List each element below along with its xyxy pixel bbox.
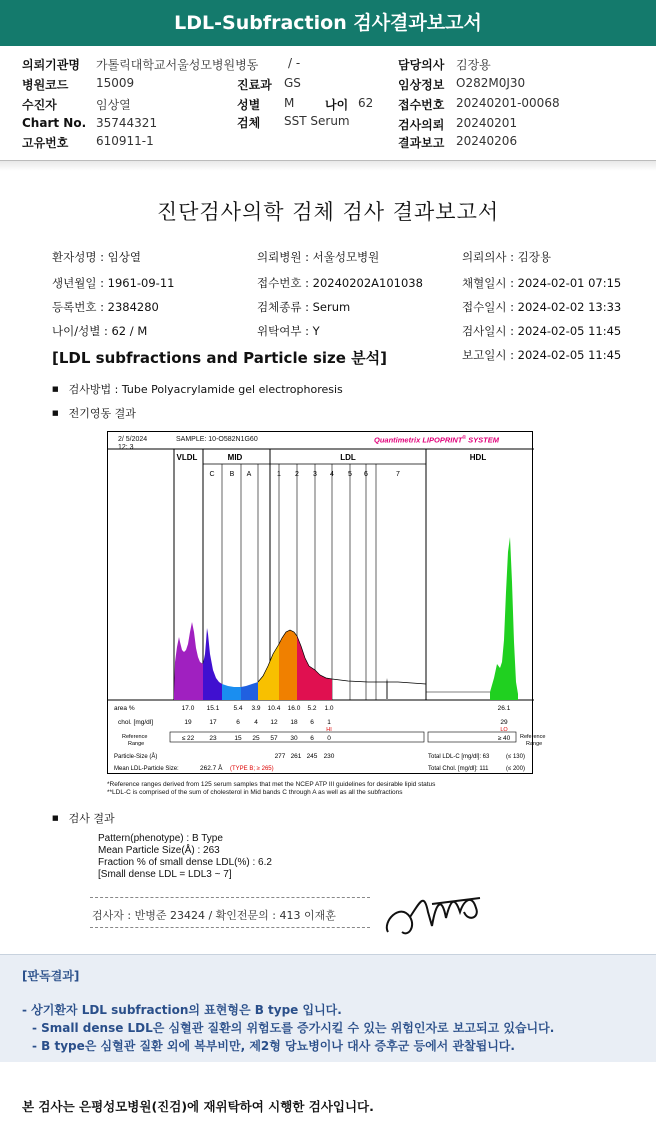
ldl-band-label: 3 <box>313 471 317 478</box>
institution-label: 의뢰기관명 <box>22 58 80 72</box>
report-title: LDL-Subfraction 검사결과보고서 <box>0 0 656 46</box>
report-date-value: 20240206 <box>456 134 518 148</box>
ref-value: 30 <box>290 735 298 742</box>
psize-value: 277 <box>274 753 286 760</box>
chart-notes <box>107 781 435 797</box>
result-pattern: Pattern(phenotype) : B Type <box>98 833 223 844</box>
ref-value: 23 <box>209 735 217 742</box>
judgement-title: [판독결과] <box>22 969 80 983</box>
chol-row-label: chol. [mg/dl] <box>118 719 154 726</box>
divider-shadow <box>0 161 656 171</box>
dept-label: 진료과 <box>237 78 272 92</box>
judgement-line-3: - B type은 심혈관 질환 외에 복부비만, 제2형 당뇨병이나 대사 증후군 등에서 관찰됩니다. <box>32 1039 515 1053</box>
area-value: 16.0 <box>287 705 301 712</box>
code-value: 15009 <box>96 76 135 90</box>
hi-flag: HI <box>326 727 332 733</box>
doctor-label: 담당의사 <box>398 58 445 72</box>
collection-time: 채혈일시 : 2024-02-01 07:15 <box>462 276 622 290</box>
clinical-label: 임상정보 <box>398 78 445 92</box>
lo-flag: LO <box>500 727 508 733</box>
ref-value: 57 <box>270 735 278 742</box>
area-value: 17.0 <box>181 705 195 712</box>
report-time: 보고일시 : 2024-02-05 11:45 <box>462 348 622 362</box>
chol-value: 17 <box>209 719 217 726</box>
chart-no-label: Chart No. <box>22 116 87 130</box>
code-label: 병원코드 <box>22 78 69 92</box>
judgement-panel <box>0 954 656 1062</box>
electrophoresis-chart <box>107 431 546 774</box>
section-title: [LDL subfractions and Particle size 분석] <box>52 349 388 367</box>
psize-value: 230 <box>323 753 335 760</box>
ldl-band-label: 7 <box>396 471 400 478</box>
mean-value: 262.7 Å <box>200 765 223 772</box>
ldl-band-label: 1 <box>277 471 281 478</box>
ldl-band-label: 6 <box>364 471 368 478</box>
band-label-ldl: LDL <box>340 453 356 462</box>
area-value: 10.4 <box>267 705 281 712</box>
result-mean-size: Mean Particle Size(Å) : 263 <box>98 845 220 856</box>
doctor-value: 김장용 <box>456 58 491 72</box>
peak-ldl-7 <box>386 678 388 700</box>
birth-date: 생년월일 : 1961-09-11 <box>52 276 175 290</box>
note-2: **LDL-C is comprised of the sum of cholesterol in Mid bands C through A as well as all the subfractions <box>107 789 403 796</box>
request-label: 검사의뢰 <box>398 118 445 132</box>
chart-date: 2/ 5/2024 <box>118 436 148 443</box>
chart-time: 12: 3 <box>118 444 134 451</box>
brand-tail: SYSTEM <box>466 435 499 445</box>
ref-value: ≤ 22 <box>181 735 195 742</box>
ldl-band-label: 2 <box>295 471 299 478</box>
peak-ldl-1 <box>258 644 279 700</box>
total-chol: Total Chol. [mg/dl]: 111 <box>428 766 489 772</box>
area-value: 15.1 <box>206 705 220 712</box>
chol-value: 6 <box>310 719 314 726</box>
consignment: 위탁여부 : Y <box>257 324 320 338</box>
electrophoresis-title: ■ 전기영동 결과 <box>52 405 136 421</box>
receipt-number: 접수번호 : 20240202A101038 <box>257 276 423 290</box>
patient-name: 환자성명 : 임상열 <box>52 250 141 264</box>
footer-note: 본 검사는 은평성모병원(진검)에 재위탁하여 시행한 검사입니다. <box>22 1099 374 1114</box>
unique-id-label: 고유번호 <box>22 136 69 150</box>
report-date-label: 결과보고 <box>398 136 445 150</box>
age-sex: 나이/성별 : 62 / M <box>52 324 148 338</box>
area-value: 5.4 <box>233 705 243 712</box>
header-info <box>0 50 656 158</box>
area-row-label: area % <box>114 705 135 712</box>
peak-mid-b <box>222 684 241 700</box>
test-time: 검사일시 : 2024-02-05 11:45 <box>462 324 622 338</box>
result-block <box>98 833 272 881</box>
note-1: *Reference ranges derived from 125 serum samples that met the NCEP ATP III guidelines for desirable lipid status <box>107 781 436 788</box>
mid-band-label: C <box>209 471 215 478</box>
chol-value: 19 <box>184 719 192 726</box>
total-chol-ref: (≤ 200) <box>506 766 525 772</box>
age-label: 나이 <box>325 98 349 112</box>
clinical-value: O282M0J30 <box>456 76 526 90</box>
chart-svg <box>108 432 546 775</box>
specimen-label: 검체 <box>237 116 261 130</box>
band-label-mid: MID <box>227 453 243 462</box>
total-ldl: Total LDL-C [mg/dl]: 63 <box>428 754 490 760</box>
chart-sample: SAMPLE: 10-O582N1G60 <box>176 436 258 443</box>
brand-name: Quantimetrix LIPOPRINT <box>374 435 463 445</box>
total-ldl-ref: (≤ 130) <box>506 754 525 760</box>
ref-row-label-1: Reference <box>122 734 148 740</box>
peak-mid-c <box>203 628 222 700</box>
area-value: 3.9 <box>251 705 261 712</box>
ref-row-label-2: Range <box>128 741 145 747</box>
specimen-value: SST Serum <box>284 114 350 128</box>
referring-hospital: 의뢰병원 : 서울성모병원 <box>257 250 380 264</box>
chart-no-value: 35744321 <box>96 116 158 130</box>
chol-value: 12 <box>270 719 278 726</box>
specimen-type: 검체종류 : Serum <box>257 300 351 314</box>
lab-report-title: 진단검사의학 검체 검사 결과보고서 <box>156 200 500 224</box>
mid-band-label: A <box>246 471 252 478</box>
sex-label: 성별 <box>237 98 261 112</box>
patient-label: 수진자 <box>22 98 57 112</box>
mean-type: (TYPE B; ≥ 265) <box>230 766 274 772</box>
divider-dashed-top <box>90 897 370 898</box>
chol-value: 4 <box>254 719 258 726</box>
receipt-time: 접수일시 : 2024-02-02 13:33 <box>462 300 622 314</box>
mid-band-label: B <box>229 471 235 478</box>
test-method: ■ 검사방법 : Tube Polyacrylamide gel electrophoresis <box>52 381 343 397</box>
psize-value: 245 <box>306 753 318 760</box>
sex-value: M <box>284 96 295 110</box>
chol-value: 1 <box>327 719 331 726</box>
chol-value: 29 <box>500 719 508 726</box>
ldl-band-label: 4 <box>330 471 334 478</box>
patient-value: 임상열 <box>96 98 131 112</box>
receipt-label: 접수번호 <box>398 98 445 112</box>
ldl-band-label: 5 <box>348 471 352 478</box>
peak-vldl <box>174 622 203 700</box>
area-value: 5.2 <box>307 705 317 712</box>
age-value: 62 <box>358 96 374 110</box>
divider-dashed-bottom <box>90 927 370 928</box>
chol-value: 6 <box>236 719 240 726</box>
dept-value: GS <box>284 76 301 90</box>
peak-ldl-2 <box>279 630 297 700</box>
result-fraction: Fraction % of small dense LDL(%) : 6.2 <box>98 857 272 868</box>
psize-value: 261 <box>290 753 302 760</box>
ref-right-label-2: Range <box>526 741 543 747</box>
judgement-line-1: - 상기환자 LDL subfraction의 표현형은 B type 입니다. <box>22 1003 342 1017</box>
peak-hdl <box>490 537 518 700</box>
ref-value: 15 <box>234 735 242 742</box>
brand-sup: ® <box>462 435 467 441</box>
ref-right-label-1: Reference <box>520 734 546 740</box>
band-label-vldl: VLDL <box>176 453 198 462</box>
ref-value: 25 <box>252 735 260 742</box>
registration-number: 등록번호 : 2384280 <box>52 300 159 314</box>
referring-doctor: 의뢰의사 : 김장용 <box>462 250 551 264</box>
band-label-hdl: HDL <box>469 453 487 462</box>
ward-value: / - <box>288 56 301 70</box>
psize-row-label: Particle-Size (Å) <box>114 754 158 760</box>
signature-image <box>380 882 490 942</box>
ref-value: 6 <box>310 735 314 742</box>
peak-ldl-4 <box>315 670 332 700</box>
ref-value: 0 <box>327 735 331 742</box>
area-value: 1.0 <box>324 705 334 712</box>
signature-line: 검사자 : 반병준 23424 / 확인전문의 : 413 이재훈 <box>92 909 336 922</box>
institution-value: 가톨릭대학교서울성모병원병동 <box>96 58 259 72</box>
result-definition: [Small dense LDL = LDL3 ~ 7] <box>98 869 232 880</box>
result-title: ■ 검사 결과 <box>52 810 115 826</box>
receipt-value: 20240201-00068 <box>456 96 560 110</box>
chol-value: 18 <box>290 719 298 726</box>
judgement-line-2: - Small dense LDL은 심혈관 질환의 위험도를 증가시킬 수 있는 위험인자로 보고되고 있습니다. <box>32 1021 555 1035</box>
area-value: 26.1 <box>497 705 511 712</box>
mean-label: Mean LDL-Particle Size: <box>114 766 179 772</box>
request-value: 20240201 <box>456 116 518 130</box>
unique-id-value: 610911-1 <box>96 134 154 148</box>
peak-mid-a <box>241 682 258 700</box>
ref-value: ≥ 40 <box>497 735 511 742</box>
